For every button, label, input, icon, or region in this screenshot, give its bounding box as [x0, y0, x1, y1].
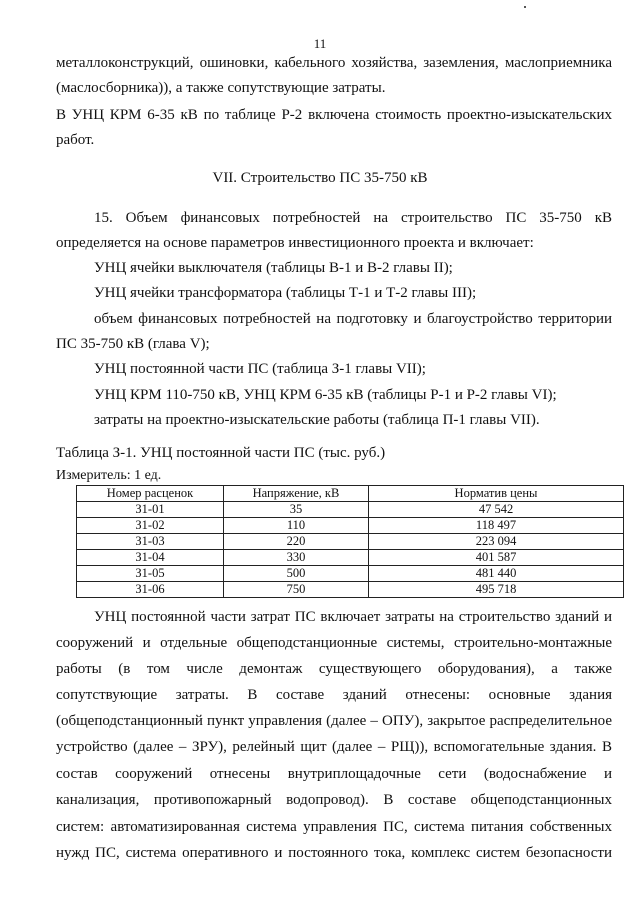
- table-cell: 118 497: [369, 518, 624, 534]
- column-header: Напряжение, кВ: [224, 486, 369, 502]
- intro-line: В УНЦ КРМ 6-35 кВ по таблице Р-2 включена стоимость проектно-изыскательских: [56, 107, 612, 123]
- body-line: канализация, противопожарный водопровод). В составе общеподстанционных: [56, 792, 612, 808]
- column-header: Номер расценок: [77, 486, 224, 502]
- table-cell: З1-03: [77, 534, 224, 550]
- table-cell: 750: [224, 582, 369, 598]
- table-cell: З1-02: [77, 518, 224, 534]
- table-row: [77, 566, 624, 582]
- table-cell: З1-01: [77, 502, 224, 518]
- page-number: 11: [313, 36, 327, 51]
- table-row: [77, 518, 624, 534]
- intro-line: работ.: [56, 132, 95, 148]
- clause-list-item: УНЦ постоянной части ПС (таблица З-1 главы VII);: [94, 361, 426, 377]
- body-line: сопутствующие затраты. В составе зданий отнесены: основные здания: [56, 687, 612, 703]
- scan-mark: [524, 6, 526, 8]
- body-line: систем: автоматизированная система управления ПС, система питания собственных: [56, 819, 612, 835]
- body-line: (общеподстанционный пункт управления (далее – ОПУ), закрытое распределительное: [56, 713, 612, 729]
- body-line: устройство (далее – ЗРУ), релейный щит (далее – РЩ)), вспомогательные здания. В: [56, 739, 612, 755]
- intro-line: (маслосборника)), а также сопутствующие затраты.: [56, 80, 386, 96]
- table-cell: 35: [224, 502, 369, 518]
- clause-list-item: УНЦ КРМ 110-750 кВ, УНЦ КРМ 6-35 кВ (таблицы Р-1 и Р-2 главы VI);: [94, 387, 557, 403]
- price-table: [76, 485, 624, 598]
- table-cell: 110: [224, 518, 369, 534]
- body-line: УНЦ постоянной части затрат ПС включает затраты на строительство зданий и: [94, 609, 612, 625]
- table-cell: З1-05: [77, 566, 224, 582]
- table-cell: 500: [224, 566, 369, 582]
- table-row: [77, 582, 624, 598]
- table-cell: З1-04: [77, 550, 224, 566]
- clause-line: определяется на основе параметров инвестиционного проекта и включает:: [56, 235, 534, 251]
- table-cell: 330: [224, 550, 369, 566]
- table-cell: 47 542: [369, 502, 624, 518]
- table-row: [77, 550, 624, 566]
- body-line: работы (в том числе демонтаж существующего оборудования), а также: [56, 661, 612, 677]
- table-cell: 481 440: [369, 566, 624, 582]
- table-cell: 223 094: [369, 534, 624, 550]
- body-line: состав сооружений отнесены внутриплощадочные сети (водоснабжение и: [56, 766, 612, 782]
- clause-list-item: ПС 35-750 кВ (глава V);: [56, 336, 210, 352]
- body-line: сооружений и отдельные общеподстанционные системы, строительно-монтажные: [56, 635, 612, 651]
- clause-list-item: затраты на проектно-изыскательские работы (таблица П-1 главы VII).: [94, 412, 540, 428]
- table-header-row: [77, 486, 624, 502]
- table-unit: Измеритель: 1 ед.: [56, 468, 162, 483]
- section-heading: VII. Строительство ПС 35-750 кВ: [212, 170, 428, 186]
- table-cell: 401 587: [369, 550, 624, 566]
- clause-line: 15. Объем финансовых потребностей на строительство ПС 35-750 кВ: [94, 210, 612, 226]
- table-row: [77, 502, 624, 518]
- clause-list-item: УНЦ ячейки трансформатора (таблицы Т-1 и Т-2 главы III);: [94, 285, 477, 301]
- table-cell: З1-06: [77, 582, 224, 598]
- intro-line: металлоконструкций, ошиновки, кабельного хозяйства, заземления, маслоприемника: [56, 55, 612, 71]
- table-row: [77, 534, 624, 550]
- clause-list-item: объем финансовых потребностей на подготовку и благоустройство территории: [94, 311, 612, 327]
- table-caption: Таблица З-1. УНЦ постоянной части ПС (тыс. руб.): [56, 445, 386, 461]
- clause-list-item: УНЦ ячейки выключателя (таблицы В-1 и В-2 главы II);: [94, 260, 453, 276]
- body-line: нужд ПС, система оперативного и постоянного тока, комплекс систем безопасности: [56, 845, 612, 861]
- table-cell: 495 718: [369, 582, 624, 598]
- table-cell: 220: [224, 534, 369, 550]
- column-header: Норматив цены: [369, 486, 624, 502]
